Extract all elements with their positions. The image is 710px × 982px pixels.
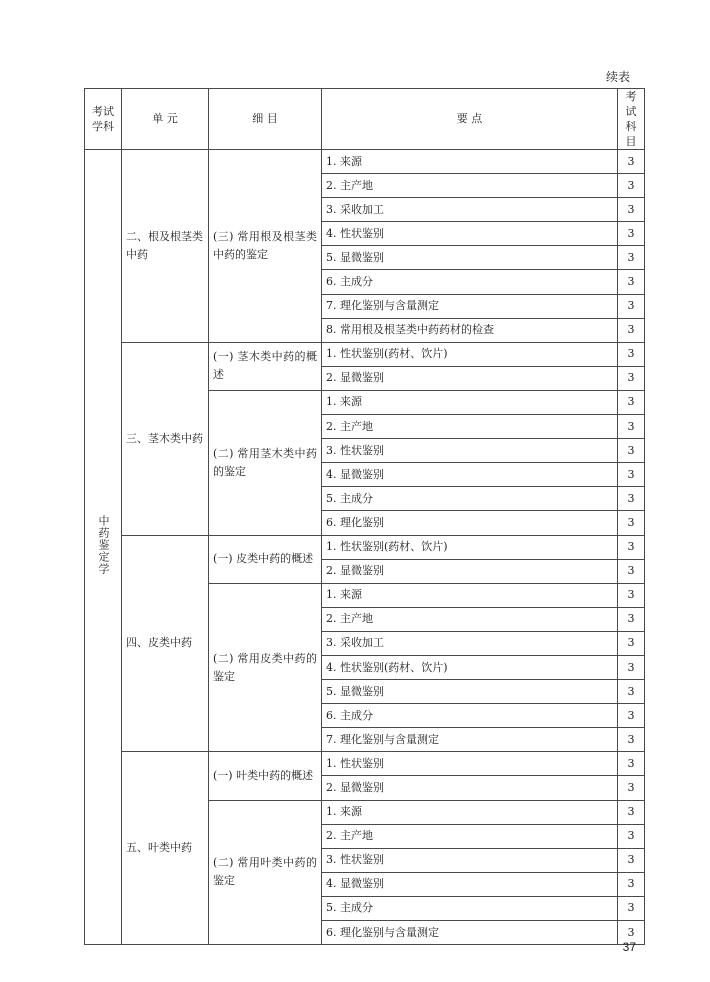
point-cell: 3. 采收加工 xyxy=(322,198,618,222)
point-cell: 5. 显微鉴别 xyxy=(322,680,618,704)
point-cell: 1. 性状鉴别(药材、饮片) xyxy=(322,535,618,559)
point-cell: 2. 主产地 xyxy=(322,174,618,198)
table-row xyxy=(85,150,645,174)
score-cell: 3 xyxy=(618,342,645,366)
score-cell: 3 xyxy=(618,270,645,294)
point-cell: 3. 性状鉴别 xyxy=(322,439,618,463)
table-body xyxy=(85,150,645,945)
subject-label: 中药鉴定学 xyxy=(97,514,110,575)
detail-cell: (一) 茎木类中药的概述 xyxy=(209,342,322,390)
point-cell: 1. 性状鉴别 xyxy=(322,752,618,776)
syllabus-table xyxy=(84,88,645,945)
header-points: 要 点 xyxy=(322,89,618,150)
score-cell: 3 xyxy=(618,222,645,246)
detail-cell: (二) 常用叶类中药的鉴定 xyxy=(209,800,322,945)
unit-cell: 三、茎木类中药 xyxy=(122,342,209,535)
score-cell: 3 xyxy=(618,824,645,848)
unit-cell: 五、叶类中药 xyxy=(122,752,209,945)
point-cell: 1. 来源 xyxy=(322,150,618,174)
point-cell: 2. 显微鉴别 xyxy=(322,559,618,583)
point-cell: 7. 理化鉴别与含量测定 xyxy=(322,728,618,752)
point-cell: 6. 主成分 xyxy=(322,704,618,728)
point-cell: 7. 理化鉴别与含量测定 xyxy=(322,294,618,318)
score-cell: 3 xyxy=(618,390,645,414)
score-cell: 3 xyxy=(618,439,645,463)
point-cell: 5. 显微鉴别 xyxy=(322,246,618,270)
unit-cell: 四、皮类中药 xyxy=(122,535,209,752)
detail-cell: (一) 皮类中药的概述 xyxy=(209,535,322,583)
point-cell: 1. 来源 xyxy=(322,583,618,607)
table-row xyxy=(85,535,645,559)
detail-cell: (二) 常用茎木类中药的鉴定 xyxy=(209,390,322,535)
continued-label: 续表 xyxy=(605,70,630,84)
score-cell: 3 xyxy=(618,415,645,439)
page-number: 37 xyxy=(622,940,636,954)
table-row xyxy=(85,342,645,366)
point-cell: 1. 来源 xyxy=(322,800,618,824)
score-cell: 3 xyxy=(618,463,645,487)
table-row xyxy=(85,752,645,776)
score-cell: 3 xyxy=(618,487,645,511)
score-cell: 3 xyxy=(618,872,645,896)
point-cell: 3. 采收加工 xyxy=(322,631,618,655)
point-cell: 4. 显微鉴别 xyxy=(322,872,618,896)
score-cell: 3 xyxy=(618,896,645,920)
score-cell: 3 xyxy=(618,318,645,342)
point-cell: 2. 主产地 xyxy=(322,607,618,631)
score-cell: 3 xyxy=(618,198,645,222)
score-cell: 3 xyxy=(618,511,645,535)
detail-cell: (二) 常用皮类中药的鉴定 xyxy=(209,583,322,752)
score-cell: 3 xyxy=(618,150,645,174)
point-cell: 2. 显微鉴别 xyxy=(322,776,618,800)
subject-cell xyxy=(85,150,122,945)
point-cell: 2. 主产地 xyxy=(322,415,618,439)
point-cell: 2. 显微鉴别 xyxy=(322,366,618,390)
score-cell: 3 xyxy=(618,848,645,872)
score-cell: 3 xyxy=(618,174,645,198)
point-cell: 8. 常用根及根茎类中药药材的检查 xyxy=(322,318,618,342)
point-cell: 4. 性状鉴别 xyxy=(322,222,618,246)
score-cell: 3 xyxy=(618,704,645,728)
score-cell: 3 xyxy=(618,535,645,559)
score-cell: 3 xyxy=(618,366,645,390)
point-cell: 4. 显微鉴别 xyxy=(322,463,618,487)
detail-cell: (一) 叶类中药的概述 xyxy=(209,752,322,800)
score-cell: 3 xyxy=(618,655,645,679)
unit-cell: 二、根及根茎类中药 xyxy=(122,150,209,343)
point-cell: 4. 性状鉴别(药材、饮片) xyxy=(322,655,618,679)
header-scope: 考试科目 xyxy=(618,89,645,150)
point-cell: 6. 主成分 xyxy=(322,270,618,294)
point-cell: 6. 理化鉴别 xyxy=(322,511,618,535)
score-cell: 3 xyxy=(618,728,645,752)
score-cell: 3 xyxy=(618,631,645,655)
header-subject: 考试学科 xyxy=(85,89,122,150)
score-cell: 3 xyxy=(618,246,645,270)
score-cell: 3 xyxy=(618,559,645,583)
point-cell: 5. 主成分 xyxy=(322,487,618,511)
header-unit: 单 元 xyxy=(122,89,209,150)
score-cell: 3 xyxy=(618,776,645,800)
score-cell: 3 xyxy=(618,800,645,824)
point-cell: 2. 主产地 xyxy=(322,824,618,848)
score-cell: 3 xyxy=(618,294,645,318)
header-row xyxy=(85,89,645,150)
score-cell: 3 xyxy=(618,607,645,631)
point-cell: 6. 理化鉴别与含量测定 xyxy=(322,921,618,945)
detail-cell: (三) 常用根及根茎类中药的鉴定 xyxy=(209,150,322,343)
score-cell: 3 xyxy=(618,680,645,704)
score-cell: 3 xyxy=(618,752,645,776)
point-cell: 5. 主成分 xyxy=(322,896,618,920)
score-cell: 3 xyxy=(618,583,645,607)
point-cell: 1. 性状鉴别(药材、饮片) xyxy=(322,342,618,366)
point-cell: 1. 来源 xyxy=(322,390,618,414)
score-cell: 3 xyxy=(618,921,645,945)
point-cell: 3. 性状鉴别 xyxy=(322,848,618,872)
header-detail: 细 目 xyxy=(209,89,322,150)
